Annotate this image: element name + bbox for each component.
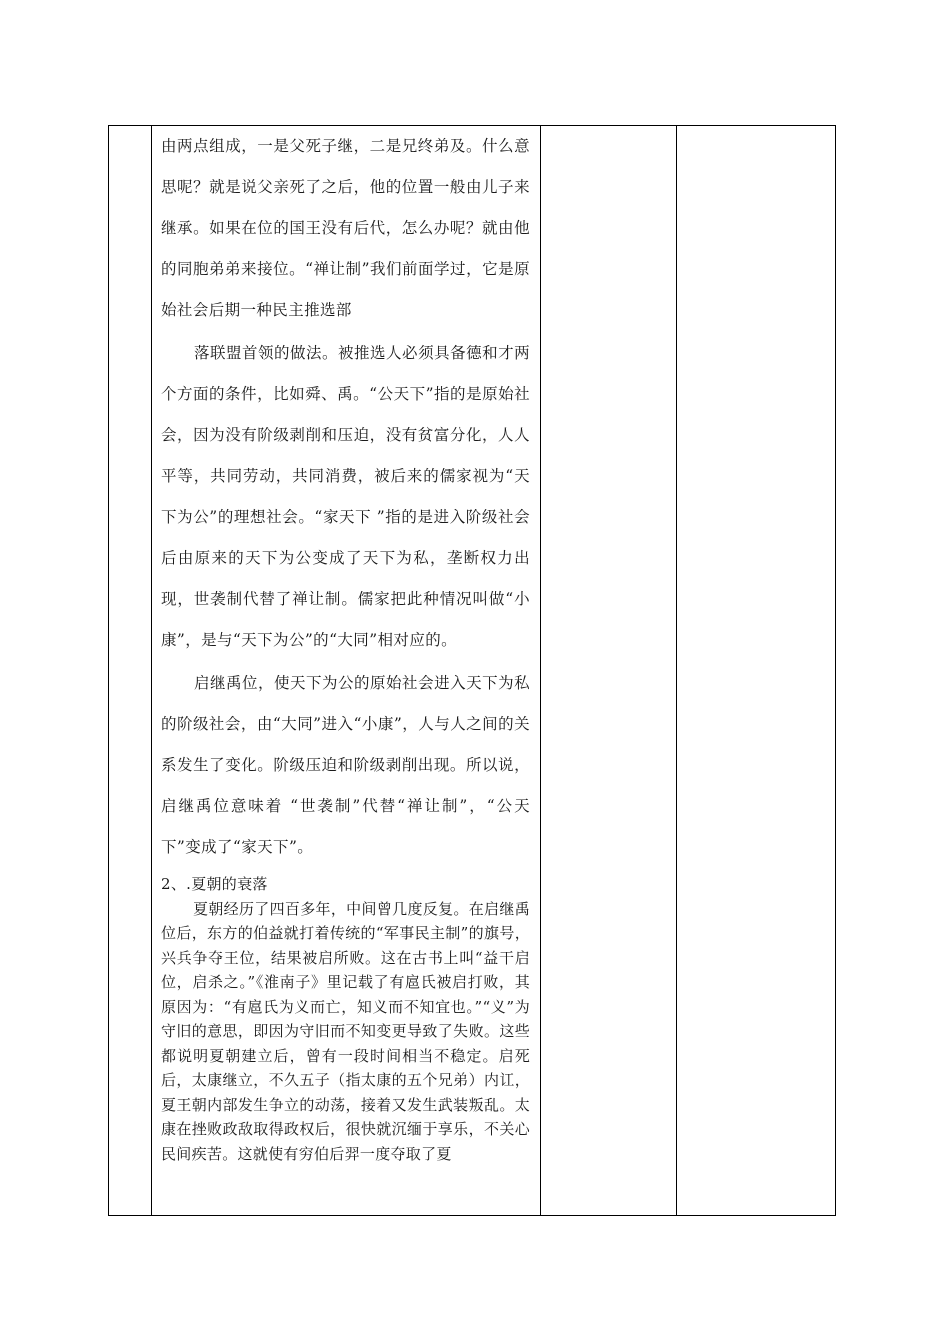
content-cell <box>152 126 540 1166</box>
wide-spaced-section <box>161 126 530 868</box>
narrow-spaced-section <box>161 872 530 1166</box>
paragraph-4: 夏朝经历了四百多年，中间曾几度反复。在启继禹位后，东方的伯益就打着传统的“军事民主制”的旗号，兴兵争夺王位，结果被启所败。这在古书上叫“益干启位，启杀之。”《淮南子》里记载了有扈氏被启打败，其原因为：“有扈氏为义而亡，知义而不知宜也。”“义”为守旧的意思，即因为守旧而不知变更导致了失败。这些都说明夏朝建立后，曾有一段时间相当不稳定。启死后，太康继立，不久五子（指太康的五个兄弟）内讧，夏王朝内部发生争立的动荡，接着又发生武装叛乱。太康在挫败政敌取得政权后，很快就沉缅于享乐，不关心民间疾苦。这就使有穷伯后羿一度夺取了夏 <box>161 899 530 1163</box>
lesson-table <box>108 125 836 1216</box>
paragraph-1: 由两点组成，一是父死子继，二是兄终弟及。什么意思呢？就是说父亲死了之后，他的位置一般由儿子来继承。如果在位的国王没有后代，怎么办呢？就由他的同胞弟弟来接位。“禅让制”我们前面学过，它是原始社会后期一种民主推选部 <box>161 137 530 319</box>
paragraph-2: 落联盟首领的做法。被推选人必须具备德和才两个方面的条件，比如舜、禹。“公天下”指的是原始社会，因为没有阶级剥削和压迫，没有贫富分化，人人平等，共同劳动，共同消费，被后来的儒家视为“天下为公”的理想社会。“家天下 ”指的是进入阶级社会后由原来的天下为公变成了天下为私，垄断权力出现，世袭制代替了禅让制。儒家把此种情况叫做“小康”，是与“天下为公”的“大同”相对应的。 <box>161 344 530 649</box>
column-divider <box>676 126 677 1215</box>
section-heading: 2、.夏朝的衰落 <box>161 875 268 893</box>
column-divider <box>540 126 541 1215</box>
paragraph-3: 启继禹位，使天下为公的原始社会进入天下为私的阶级社会，由“大同”进入“小康”，人与人之间的关系发生了变化。阶级压迫和阶级剥削出现。所以说，启继禹位意味着 “世袭制”代替“禅让制”，“公天下”变成了“家天下”。 <box>161 674 530 856</box>
